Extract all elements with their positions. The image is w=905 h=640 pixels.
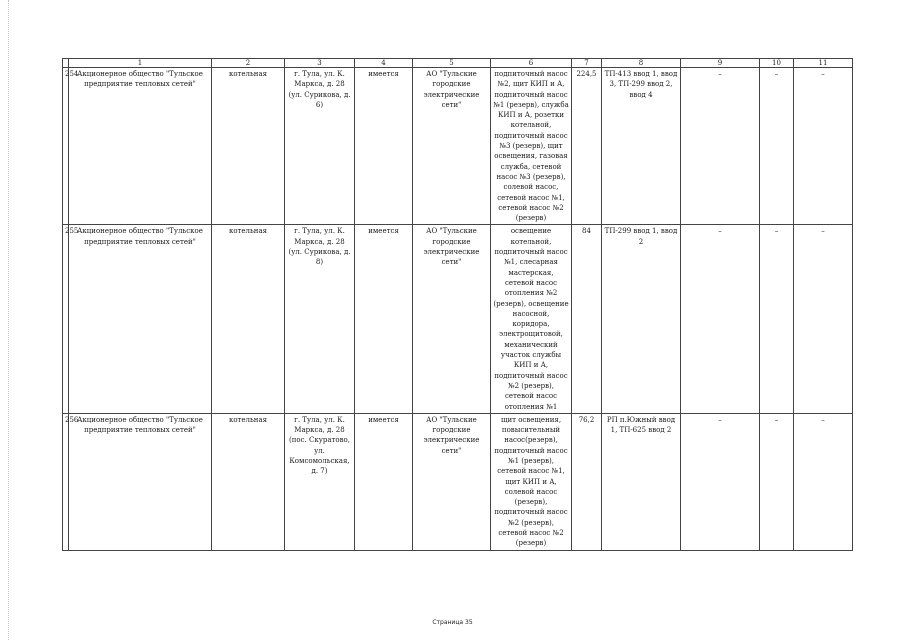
equipment-cell: подпиточный насос №2, щит КИП и А, подпиточный насос №1 (резерв), служба КИП и А, розетки котельной, подпиточный насос №3 (резерв), щит освещения, газовая служба, сетевой насос №3 (резерв), солевой насос, сетевой насос №1, сетевой насос №2 (резерв) — [491, 68, 572, 225]
object-type-cell: котельная — [212, 68, 285, 225]
column-header: 7 — [572, 59, 602, 68]
status-cell: имеется — [355, 225, 413, 413]
table-row — [63, 68, 853, 225]
grid-company-cell: АО "Тульские городские электрические сети" — [413, 225, 491, 413]
address-cell: г. Тула, ул. К. Маркса, д. 28 (ул. Сурикова, д. 6) — [285, 68, 355, 225]
binding-margin-dots — [8, 0, 9, 640]
substation-cell: ТП-299 ввод 1, ввод 2 — [602, 225, 681, 413]
col11-cell: – — [794, 68, 853, 225]
col10-cell: – — [760, 413, 794, 550]
grid-company-cell: АО "Тульские городские электрические сети" — [413, 413, 491, 550]
power-cell: 76,2 — [572, 413, 602, 550]
col10-cell: – — [760, 225, 794, 413]
page-number: Страница 35 — [432, 619, 473, 626]
organization-cell: Акционерное общество "Тульское предприятие тепловых сетей" — [69, 413, 212, 550]
column-header: 5 — [413, 59, 491, 68]
column-header: 1 — [69, 59, 212, 68]
power-cell: 224,5 — [572, 68, 602, 225]
col11-cell: – — [794, 413, 853, 550]
equipment-cell: щит освещения, повысительный насос(резерв), подпиточный насос №1 (резерв), сетевой насос №1, щит КИП и А, солевой насос (резерв), подпиточный насос №2 (резерв), сетевой насос №2 (резерв) — [491, 413, 572, 550]
table-row — [63, 225, 853, 413]
column-header: 8 — [602, 59, 681, 68]
column-header: 3 — [285, 59, 355, 68]
power-cell: 84 — [572, 225, 602, 413]
column-header: 6 — [491, 59, 572, 68]
organization-cell: Акционерное общество "Тульское предприятие тепловых сетей" — [69, 225, 212, 413]
column-header: 4 — [355, 59, 413, 68]
substation-cell: РП п.Южный ввод 1, ТП-625 ввод 2 — [602, 413, 681, 550]
col9-cell: – — [681, 225, 760, 413]
row-number: 254 — [63, 68, 69, 225]
column-header: 10 — [760, 59, 794, 68]
object-type-cell: котельная — [212, 413, 285, 550]
row-number: 255 — [63, 225, 69, 413]
grid-company-cell: АО "Тульские городские электрические сети" — [413, 68, 491, 225]
column-header: 9 — [681, 59, 760, 68]
col11-cell: – — [794, 225, 853, 413]
column-header: 2 — [212, 59, 285, 68]
address-cell: г. Тула, ул. К. Маркса, д. 28 (ул. Сурикова, д. 8) — [285, 225, 355, 413]
status-cell: имеется — [355, 413, 413, 550]
address-cell: г. Тула, ул. К. Маркса, д. 28 (пос. Скуратово, ул. Комсомольская, д. 7) — [285, 413, 355, 550]
row-number: 256 — [63, 413, 69, 550]
equipment-cell: освещение котельной, подпиточный насос №1, слесарная мастерская, сетевой насос отопления №2 (резерв), освещение насосной, коридора, электрощитовой, механический участок службы КИП и А, подпиточный насос №2 (резерв), сетевой насос отопления №1 — [491, 225, 572, 413]
col9-cell: – — [681, 413, 760, 550]
table-row — [63, 413, 853, 550]
column-header: 11 — [794, 59, 853, 68]
object-type-cell: котельная — [212, 225, 285, 413]
col9-cell: – — [681, 68, 760, 225]
status-cell: имеется — [355, 68, 413, 225]
col10-cell: – — [760, 68, 794, 225]
organization-cell: Акционерное общество "Тульское предприятие тепловых сетей" — [69, 68, 212, 225]
column-numbers-row — [63, 59, 853, 68]
document-table — [62, 58, 853, 551]
substation-cell: ТП-413 ввод 1, ввод 3, ТП-299 ввод 2, ввод 4 — [602, 68, 681, 225]
